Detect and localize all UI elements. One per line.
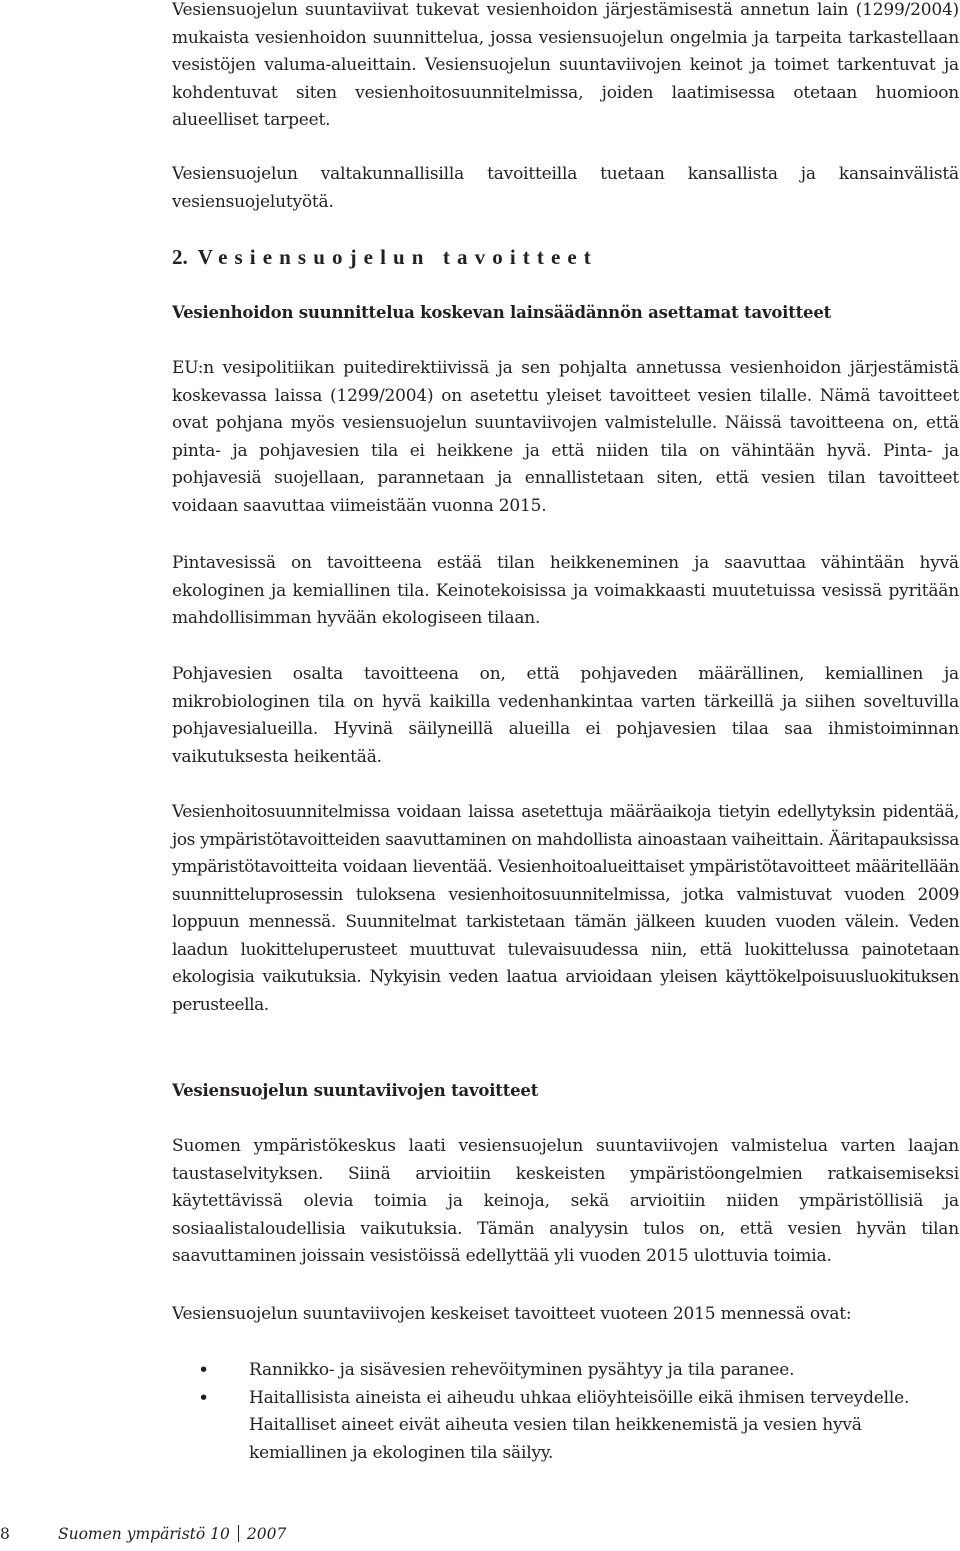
- subheading-guideline-goals: Vesiensuojelun suuntaviivojen tavoitteet: [172, 1081, 539, 1100]
- subheading-legislation-goals: Vesienhoidon suunnittelua koskevan lainsäädännön asettamat tavoitteet: [172, 303, 832, 322]
- list-item: [172, 1357, 939, 1385]
- section-heading: [172, 245, 959, 270]
- list-item-text: Haitallisista aineista ei aiheudu uhkaa eliöyhteisöille eikä ihmisen terveydelle. Haitalliset aineet eivät aiheuta vesien tilan heikkenemistä ja vesien hyvä kemiallinen ja ekologinen tila säilyy.: [249, 1387, 910, 1463]
- paragraph-key-goals-intro: Vesiensuojelun suuntaviivojen keskeiset tavoitteet vuoteen 2015 mennessä ovat:: [172, 1304, 852, 1324]
- paragraph-syke-study: Suomen ympäristökeskus laati vesiensuojelun suuntaviivojen valmistelua varten laajan taustaselvityksen. Siinä arvioitiin keskeisten ympäristöongelmien ratkaisemiseksi käytettävissä olevia toimia ja keinoja, sekä arvioitiin niiden ympäristöllisiä ja sosiaalistaloudellisia vaikutuksia. Tämän analyysin tulos on, että vesien hyvän tilan saavuttaminen joissain vesistöissä edellyttää yli vuoden 2015 ulottuvia toimia.: [172, 1136, 959, 1266]
- bullet-icon: •: [198, 1359, 210, 1381]
- publication-info: [58, 1525, 286, 1543]
- publication-year: 2007: [246, 1525, 287, 1543]
- list-item-text: Rannikko- ja sisävesien rehevöityminen pysähtyy ja tila paranee.: [249, 1360, 795, 1380]
- footer-divider: [238, 1525, 239, 1542]
- issue-number: 10: [210, 1525, 230, 1543]
- paragraph-management-plans: Vesienhoitosuunnitelmissa voidaan laissa asetettuja määräaikoja tietyin edellytyksin pidentää, jos ympäristötavoitteiden saavuttaminen on mahdollista ainoastaan vaiheittain. Ääritapauksissa ympäristötavoitteita voidaan lieventää. Vesienhoitoalueittaiset ympäristötavoitteet määritellään suunnitteluprosessin tuloksena vesienhoitosuunnitelmissa, jotka valmistuvat vuoden 2009 loppuun mennessä. Suunnitelmat tarkistetaan tämän jälkeen kuuden vuoden välein. Veden laadun luokitteluperusteet muuttuvat tulevaisuudessa niin, että luokittelussa painotetaan ekologisia vaikutuksia. Nykyisin veden laatua arvioidaan yleisen käyttökelpoisuusluokituksen perusteella.: [172, 802, 959, 1015]
- paragraph-intro: Vesiensuojelun suuntaviivat tukevat vesienhoidon järjestämisestä annetun lain (1299/2004) mukaista vesienhoidon suunnittelua, jossa vesiensuojelun ongelmia ja tarpeita tarkastellaan vesistöjen valuma-alueittain. Vesiensuojelun suuntaviivojen keinot ja toimet tarkentuvat ja kohdentuvat siten vesienhoitosuunnitelmissa, joiden laatimisessa otetaan huomioon alueelliset tarpeet.: [172, 0, 959, 130]
- bullet-icon: •: [198, 1386, 210, 1409]
- page-number: 8: [0, 1525, 10, 1543]
- section-number: 2.: [172, 245, 188, 269]
- paragraph-eu-directive: EU:n vesipolitiikan puitedirektiivissä ja sen pohjalta annetussa vesienhoidon järjestämistä koskevassa laissa (1299/2004) on asetettu yleiset tavoitteet vesien tilalle. Nämä tavoitteet ovat pohjana myös vesiensuojelun suuntaviivojen valmistelulle. Näissä tavoitteena on, että pinta- ja pohjavesien tila ei heikkene ja että niiden tila on vähintään hyvä. Pinta- ja pohjavesiä suojellaan, parannetaan ja ennallistetaan siten, että vesien tilan tavoitteet voidaan saavuttaa viimeistään vuonna 2015.: [172, 358, 959, 516]
- section-title: Vesiensuojelun tavoitteet: [197, 245, 598, 269]
- paragraph-surface-waters: Pintavesissä on tavoitteena estää tilan heikkeneminen ja saavuttaa vähintään hyvä ekologinen ja kemiallinen tila. Keinotekoisissa ja voimakkaasti muutetuissa vesissä pyritään mahdollisimman hyvään ekologiseen tilaan.: [172, 553, 959, 628]
- goals-list: [172, 1357, 959, 1467]
- paragraph-groundwaters: Pohjavesien osalta tavoitteena on, että pohjaveden määrällinen, kemiallinen ja mikrobiologinen tila on hyvä kaikilla vedenhankintaa varten tärkeillä ja siihen soveltuvilla pohjavesialueilla. Hyvinä säilyneillä alueilla ei pohjavesien tilaa saa ihmistoiminnan vaikutuksesta heikentää.: [172, 664, 959, 767]
- list-item: [172, 1385, 939, 1468]
- paragraph-national-goals: Vesiensuojelun valtakunnallisilla tavoitteilla tuetaan kansallista ja kansainvälistä vesiensuojelutyötä.: [172, 164, 959, 212]
- publication-name: Suomen ympäristö: [58, 1525, 206, 1543]
